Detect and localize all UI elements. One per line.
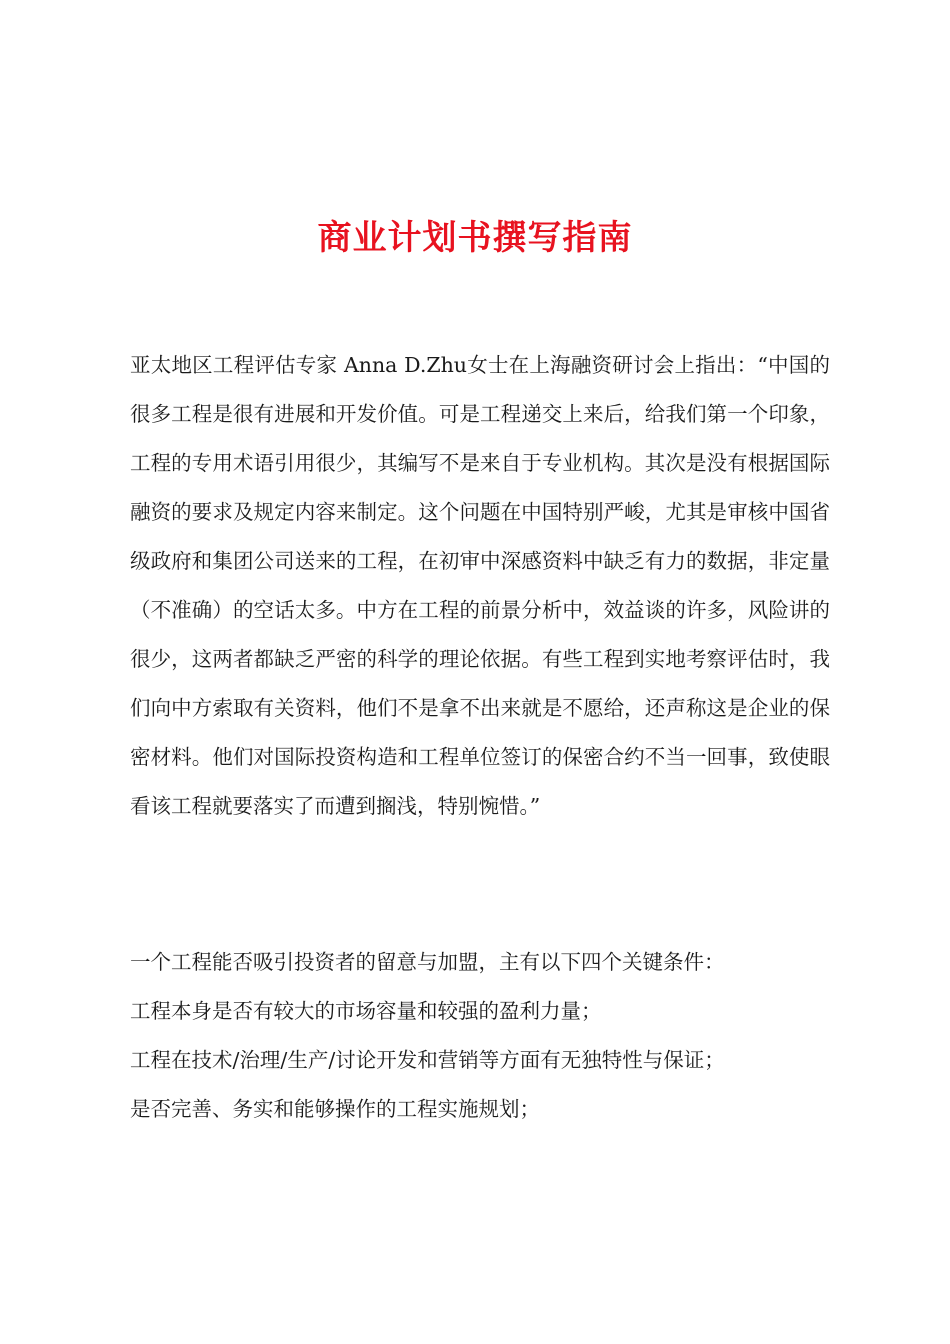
condition-item: 工程在技术/治理/生产/讨论开发和营销等方面有无独特性与保证； (130, 1048, 725, 1072)
conditions-intro: 一个工程能否吸引投资者的留意与加盟，主有以下四个关键条件： (130, 950, 725, 974)
intro-paragraph: 亚太地区工程评估专家 Anna D.Zhu女士在上海融资研讨会上指出：“中国的很多工程是很有进展和开发价值。可是工程递交上来后，给我们第一个印象，工程的专用术语引用很少，其编写不是来自于专业机构。其次是没有根据国际融资的要求及规定内容来制定。这个问题在中国特别严峻，尤其是审核中国省级政府和集团公司送来的工程，在初审中深感资料中缺乏有力的数据，非定量（不准确）的空话太多。中方在工程的前景分析中，效益谈的许多，风险讲的很少，这两者都缺乏严密的科学的理论依据。有些工程到实地考察评估时，我们向中方索取有关资料，他们不是拿不出来就是不愿给，还声称这是企业的保密材料。他们对国际投资构造和工程单位签订的保密合约不当一回事，致使眼看该工程就要落实了而遭到搁浅，特别惋惜。” (130, 353, 830, 818)
document-title: 商业计划书撰写指南 (317, 218, 633, 258)
condition-item: 是否完善、务实和能够操作的工程实施规划； (130, 1097, 540, 1121)
conditions-list (130, 938, 850, 1134)
condition-item: 工程本身是否有较大的市场容量和较强的盈利力量； (130, 999, 602, 1023)
